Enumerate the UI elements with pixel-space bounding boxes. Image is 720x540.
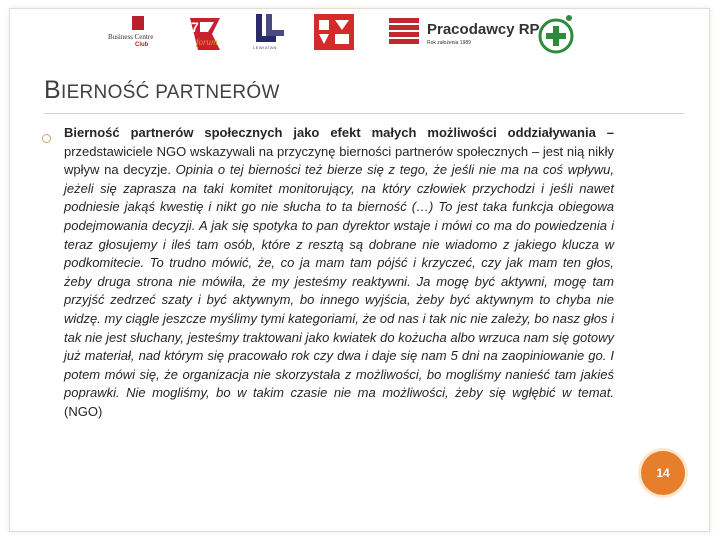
page-number-badge: 14 [641,451,685,495]
lewiatan-logo [250,12,290,60]
lewiatan-logo-text: LEWIATAN [253,45,277,50]
business-centre-club-logo [108,16,174,64]
dcz-logo [314,12,354,60]
bullet-source: (NGO) [64,403,103,419]
forum-mark-icon [186,14,224,54]
forum-logo [186,12,224,60]
pracodawcy-mark-icon [387,12,423,52]
bcc-logo-text: Business Centre [108,33,154,41]
bullet-intro: przedstawiciele NGO wskazywali na przyczynę bierności partnerów społecznych – jest nią nikły wpływ na decyzje. [64,143,614,178]
pracodawcy-logo-title: Pracodawcy RP [427,21,540,38]
forum-logo-text: forum [196,37,218,47]
dcz-mark-icon [314,12,354,52]
bcc-mark-icon [132,16,144,30]
pzr-logo [536,12,576,60]
pracodawcy-rp-logo [387,12,540,60]
slide-title-rest: IERNOŚĆ PARTNERÓW [60,82,280,103]
title-divider [44,113,684,114]
bullet-icon [42,134,51,143]
slide-title-initial: B [44,76,61,104]
bullet-text [64,124,614,422]
lewiatan-mark-icon [250,12,290,46]
pracodawcy-logo-subtitle: Rok założenia 1989 [427,40,471,46]
bcc-logo-club: Club [135,42,149,48]
pzr-mark-icon [536,12,576,56]
slide-title [44,76,280,105]
logo-strip [100,12,580,60]
svg-text:7: 7 [191,19,199,35]
bullet-quote: Opinia o tej bierności też bierze się z tego, że jeśli nie ma na coś wpływu, jeżeli się zaprasza na taki komitet monitorujący, na który człowiek przychodzi i jeśli nawet podniesie jakąś kwestię i nikt go nie słucha to ta bierność (…) To jest taka funkcja obiegowa podejmowania decyzji. A jak się spotyka to pan dyrektor wstaje i mówi co ma do powiedzenia i teraz głosujemy i ileś tam osób, które z resztą są dobrane nie wiadomo z jakiego klucza w podkomitecie. To trudno mówić, że, co ja mam tam pójść i krzyczeć, czy jak mam ten głos, żeby druga strona nie mówiła, że my jesteśmy reaktywni. Ja mogę być aktywni, mogę tam przyjść zedrzeć szaty i być aktywnym, bo innego wyjścia, żeby być aktywnym to chyba nie widzę. my ciągle jeszcze myślimy tymi kategoriami, że od nas i tak nic nie zależy, bo nasz głos i tak nie jest słuchany, jesteśmy traktowani jako kwiatek do kożucha albo wrzuca nam się gotowy już materiał, nad którym się pracowało rok czy dwa i daje się nam 5 dni na zaopiniowanie go. I potem mówi się, że organizacja nie skorzystała z możliwości, bo mogliśmy nanieść tam jakieś poprawki. Nie mogliśmy, bo w takim czasie nie ma możliwości, żeby się wgłębić w temat. [64,162,614,401]
bullet-lead: Bierność partnerów społecznych jako efekt małych możliwości oddziaływania – [64,125,614,140]
